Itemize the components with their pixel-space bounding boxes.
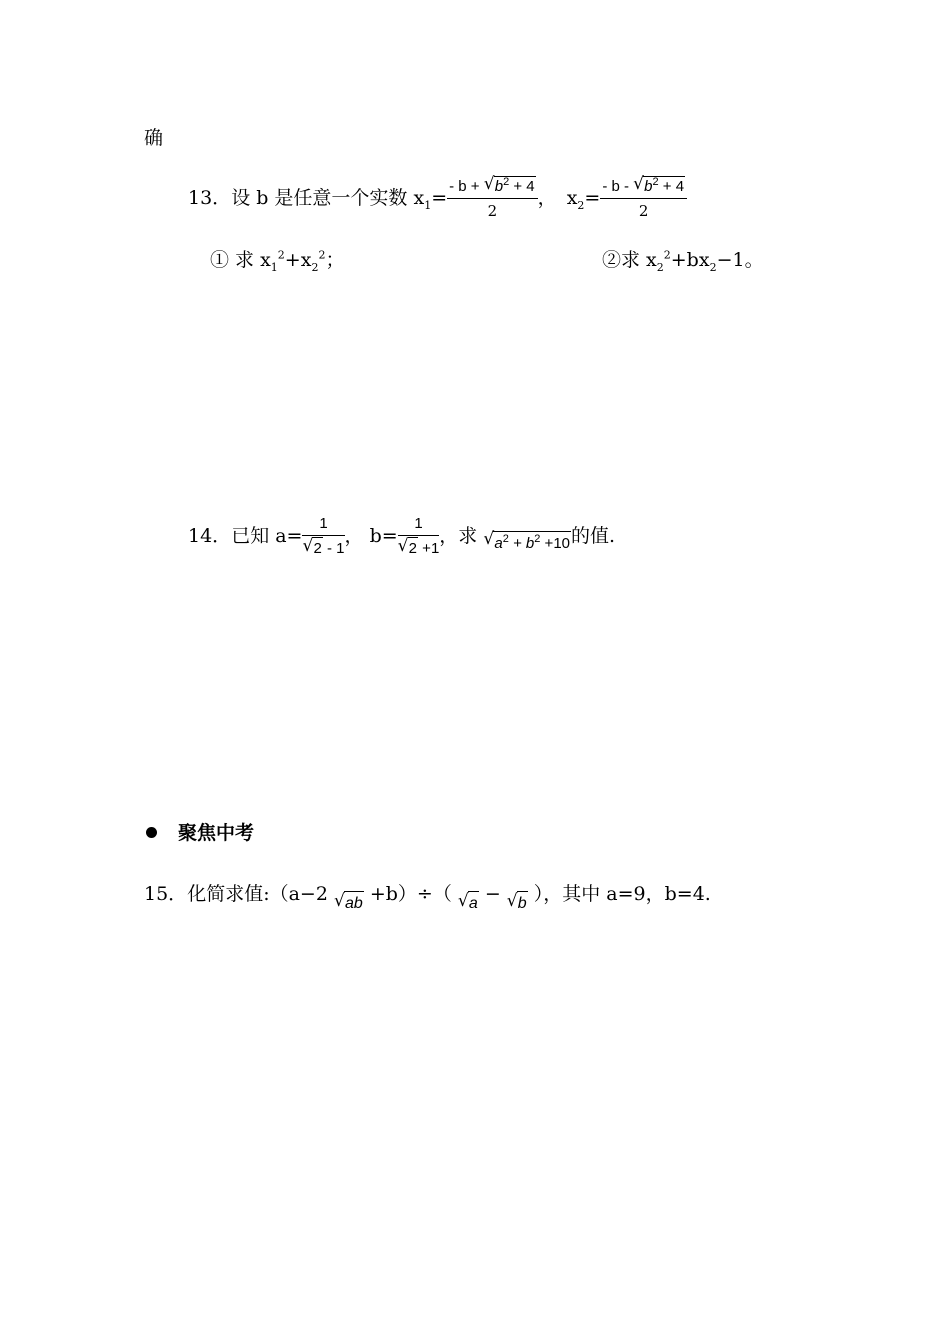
radicand: b [494,178,504,195]
sqrt-expression: √ 2 [398,537,418,560]
separator: ， [344,525,364,547]
question-13-part-1 [210,248,344,272]
superscript: 2 [652,176,659,188]
question-15 [144,882,711,916]
superscript: 2 [502,533,509,545]
sqrt-b: √ b [507,891,528,916]
x1-fraction [447,176,538,222]
denominator: 2 [638,202,649,220]
radicand-mid: + b [508,535,535,552]
question-end: ），其中 a=9，b=4. [533,883,711,905]
x2-label: x [566,187,578,209]
part-label: ① 求 x [210,249,271,271]
radicand: 2 [312,537,322,560]
a-fraction [302,514,344,560]
question-end: 的值. [571,525,616,547]
superscript: 2 [663,248,671,262]
subscript: 2 [577,198,585,212]
subscript: 2 [656,260,664,274]
denominator: 2 [487,202,498,220]
separator: ， [537,187,557,209]
ask-text: ，求 [439,525,478,547]
numerator-text: - b - [602,178,629,195]
subscript: 2 [311,260,319,274]
subscript: 1 [424,198,432,212]
radicand: ab [344,891,364,916]
bullet-icon [146,827,157,838]
question-mid: +b）÷（ [369,883,452,905]
question-stem: 化简求值:（a−2 [187,883,328,905]
question-number: 14． [188,525,232,547]
x2-fraction [600,176,687,222]
numerator: 1 [302,514,344,536]
radicand-tail: + 4 [509,178,535,195]
minus-sign: − [478,883,507,905]
radicand: a [468,891,479,916]
sqrt-a: √ a [458,891,479,916]
radicand: a [494,535,503,552]
radicand-tail: + 4 [658,178,685,195]
part-text: +bx [670,249,710,271]
question-stem: 设 b 是任意一个实数 x [231,187,425,209]
radicand-tail: +10 [540,535,571,552]
radicand: b [517,891,528,916]
subscript: 1 [270,260,278,274]
sqrt-ab: √ ab [334,891,364,916]
b-fraction [398,514,440,560]
denominator-tail: - 1 [322,540,345,557]
radicand: 2 [408,537,418,560]
fragment-text: 确 [144,127,164,149]
question-stem: 已知 a= [231,525,303,547]
sqrt-expression: √ $b^2 + 4$ [633,174,685,195]
section-title: 聚焦中考 [178,822,255,844]
question-13: 13．设 b 是任意一个实数 $x_1=$ - b + √ $b^2 + 4$ 2 ， $x_2=$ - b - √ $b^2 + 4$ 2 [188,176,687,222]
question-13-part-2 [602,248,764,272]
denominator-tail: +1 [418,540,440,557]
question-number: 15． [144,883,188,905]
numerator-text: - b + [449,178,480,195]
superscript: 2 [534,533,541,545]
superscript: 2 [277,248,285,262]
sqrt-expression-main: √ $a^2 + b^2 +10$ [483,531,571,556]
part-label: ②求 x [602,249,657,271]
superscript: 2 [503,176,510,188]
sqrt-expression: √ 2 [302,537,322,560]
part-end: −1。 [716,249,764,271]
subscript: 2 [709,260,717,274]
part-end: ； [325,249,345,271]
question-14 [188,514,615,560]
numerator: 1 [398,514,440,536]
sqrt-expression: √ $b^2 + 4$ [483,174,535,195]
superscript: 2 [318,248,326,262]
part-text: +x [284,249,312,271]
question-number: 13． [188,187,232,209]
radicand: b [644,178,653,195]
b-label: b= [369,525,398,547]
